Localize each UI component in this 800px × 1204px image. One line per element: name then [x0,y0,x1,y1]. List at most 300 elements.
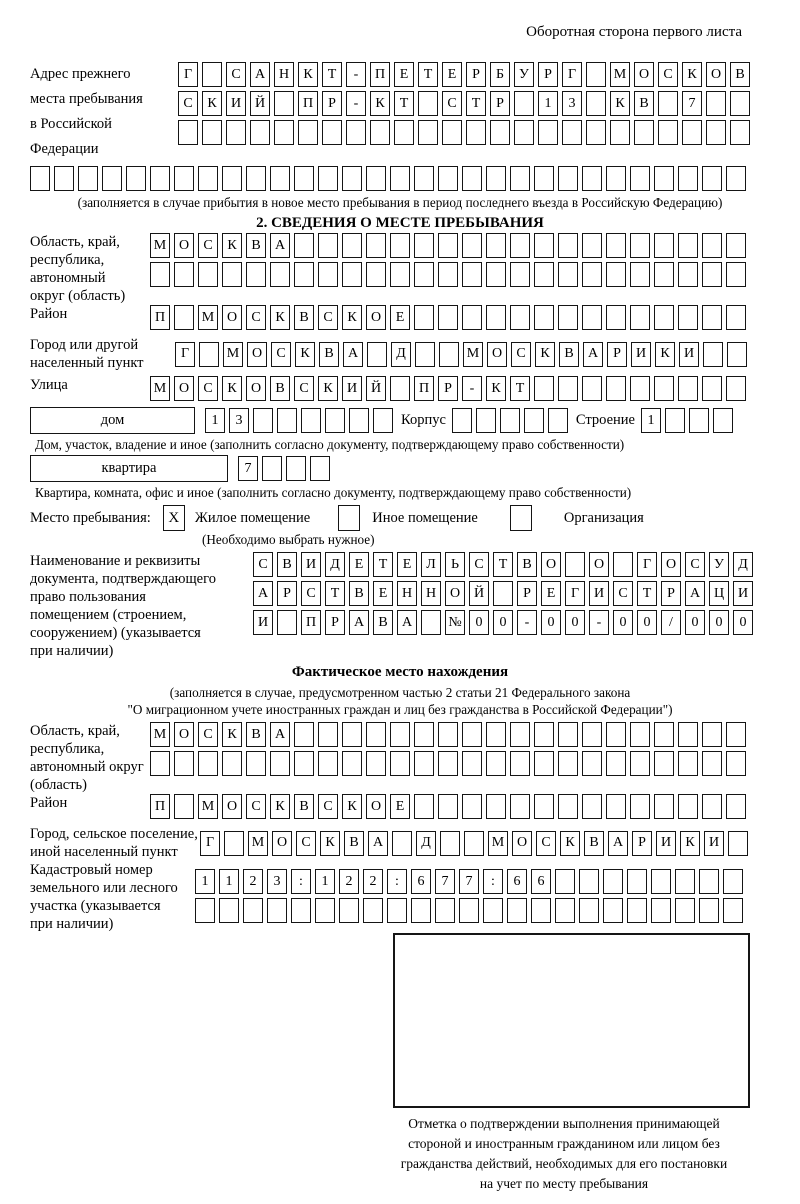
prev-address-note: (заполняется в случае прибытия в новое место пребывания в период последнего въезда в Российскую Федерацию) [77,195,723,210]
char-cell [414,166,434,191]
char-cell [222,166,242,191]
char-cell [654,794,674,819]
char-cell: К [682,62,702,87]
char-cell [150,166,170,191]
char-cell [630,751,650,776]
label-line: при наличии) [30,916,114,932]
char-cell [606,305,626,330]
oblast-row-1 [150,233,746,258]
char-cell [565,552,585,577]
char-cell [582,166,602,191]
char-cell: 1 [641,408,661,433]
char-cell [606,376,626,401]
char-cell [394,120,414,145]
char-cell: 0 [709,610,729,635]
fact-oblast-field [30,722,770,794]
char-cell: К [535,342,555,367]
char-cell: К [486,376,506,401]
char-cell [630,794,650,819]
char-cell: С [318,794,338,819]
label-line: документа, подтверждающего [30,571,216,587]
char-cell [250,120,270,145]
ulitsa-row [150,376,746,401]
char-cell [702,722,722,747]
char-cell [342,751,362,776]
char-cell: М [150,376,170,401]
char-cell [414,233,434,258]
house-note: Дом, участок, владение и иное (заполнить согласно документу, подтверждающему право собственности) [35,437,625,452]
char-cell [713,408,733,433]
char-cell: В [294,305,314,330]
char-cell [726,305,746,330]
char-cell: Т [637,581,657,606]
page-header: Оборотная сторона первого листа [526,24,742,40]
char-cell [438,233,458,258]
char-cell: С [658,62,678,87]
char-cell: С [246,794,266,819]
kadastr-row-1 [195,869,743,894]
char-cell [363,898,383,923]
char-cell: В [294,794,314,819]
label-line: автономный [30,270,106,286]
char-cell [439,342,459,367]
char-cell [298,120,318,145]
char-cell: С [536,831,556,856]
char-cell [558,166,578,191]
char-cell: Г [178,62,198,87]
char-cell [294,751,314,776]
char-cell [630,305,650,330]
char-cell [699,898,719,923]
char-cell [421,610,441,635]
char-cell [634,120,654,145]
char-cell [459,898,479,923]
char-cell: А [397,610,417,635]
label-line: сооружением) (указывается [30,625,201,641]
document-label [30,552,253,660]
char-cell: И [253,610,273,635]
char-cell: 1 [205,408,225,433]
char-cell [603,869,623,894]
char-cell: - [517,610,537,635]
char-cell: М [150,722,170,747]
char-cell: В [730,62,750,87]
char-cell [726,166,746,191]
char-cell [534,233,554,258]
char-cell [366,166,386,191]
char-cell [325,408,345,433]
char-cell [630,166,650,191]
char-cell: К [680,831,700,856]
char-cell: В [270,376,290,401]
char-cell: С [198,233,218,258]
char-cell: В [319,342,339,367]
char-cell [675,869,695,894]
char-cell [414,262,434,287]
document-row-2 [253,581,753,606]
label-line: Наименование и реквизиты [30,553,201,569]
fact-gorod-row [200,831,748,856]
char-cell [510,794,530,819]
char-cell [442,120,462,145]
char-cell: А [608,831,628,856]
prev-address-row-3 [178,120,750,145]
char-cell [486,166,506,191]
char-cell [219,898,239,923]
char-cell: С [296,831,316,856]
char-cell: 7 [435,869,455,894]
char-cell: 0 [469,610,489,635]
char-cell: 0 [613,610,633,635]
house-number-cells [205,408,393,433]
char-cell: Е [541,581,561,606]
char-cell: Т [322,62,342,87]
char-cell [438,166,458,191]
char-cell: В [344,831,364,856]
fact-rayon-label: Район [30,795,68,811]
char-cell [702,233,722,258]
char-cell [534,166,554,191]
label-line: право пользования [30,589,146,605]
char-cell: Е [390,305,410,330]
char-cell: П [301,610,321,635]
fact-rayon-field [30,794,770,819]
char-cell [582,233,602,258]
char-cell [654,233,674,258]
char-cell: О [589,552,609,577]
char-cell [651,898,671,923]
char-cell [726,233,746,258]
stroenie-cells [641,408,733,433]
char-cell [534,376,554,401]
label-line: Адрес прежнего [30,66,131,82]
char-cell [654,166,674,191]
char-cell [346,120,366,145]
char-cell: И [226,91,246,116]
char-cell: № [445,610,465,635]
char-cell: С [301,581,321,606]
apartment-row [30,455,770,482]
char-cell: 2 [339,869,359,894]
char-cell: М [198,794,218,819]
char-cell [675,898,695,923]
char-cell [486,722,506,747]
char-cell: Д [733,552,753,577]
char-cell [342,262,362,287]
char-cell [243,898,263,923]
char-cell: О [222,305,242,330]
char-cell: В [349,581,369,606]
char-cell: Р [277,581,297,606]
char-cell: С [271,342,291,367]
char-cell [224,831,244,856]
fact-note-2: "О миграционном учете иностранных граждан и лиц без гражданства в Российской Федерации") [127,702,673,717]
char-cell [702,305,722,330]
label-line: участка (указывается [30,898,161,914]
char-cell: 2 [243,869,263,894]
char-cell [562,120,582,145]
char-cell: - [462,376,482,401]
char-cell: К [222,376,242,401]
char-cell: М [610,62,630,87]
char-cell [174,305,194,330]
char-cell: Е [349,552,369,577]
fact-oblast-row-1 [150,722,746,747]
char-cell [462,794,482,819]
char-cell [534,305,554,330]
char-cell: Н [274,62,294,87]
char-cell [464,831,484,856]
rayon-label: Район [30,306,68,322]
char-cell: С [198,376,218,401]
stay-type-row [30,505,770,531]
caption-line: Отметка о подтверждении выполнения принимающей [408,1116,720,1131]
char-cell: Д [325,552,345,577]
char-cell: О [706,62,726,87]
char-cell: 1 [219,869,239,894]
char-cell [510,262,530,287]
char-cell [610,120,630,145]
char-cell: Е [394,62,414,87]
char-cell: С [198,722,218,747]
char-cell: К [202,91,222,116]
char-cell [682,120,702,145]
char-cell [418,91,438,116]
section2-title: 2. СВЕДЕНИЯ О МЕСТЕ ПРЕБЫВАНИЯ [256,215,544,231]
char-cell: Т [466,91,486,116]
char-cell [222,262,242,287]
char-cell: Т [510,376,530,401]
char-cell: Г [565,581,585,606]
char-cell: О [445,581,465,606]
label-line: Кадастровый номер [30,862,153,878]
char-cell [728,831,748,856]
document-field [30,552,770,660]
char-cell [414,305,434,330]
char-cell [440,831,460,856]
char-cell [315,898,335,923]
char-cell [726,751,746,776]
gorod-field [30,336,770,372]
char-cell [627,869,647,894]
char-cell [723,898,743,923]
char-cell [318,722,338,747]
char-cell: С [685,552,705,577]
fact-oblast-row-2 [150,751,746,776]
char-cell: 0 [493,610,513,635]
char-cell: / [661,610,681,635]
label-line: автономный округ [30,759,144,775]
label-line: Область, край, [30,234,120,250]
char-cell [476,408,496,433]
char-cell: А [368,831,388,856]
label-line: иной населенный пункт [30,844,178,860]
char-cell [582,262,602,287]
prev-address-row-1 [178,62,750,87]
korpus-cells [452,408,568,433]
char-cell: И [301,552,321,577]
char-cell [462,166,482,191]
char-cell [486,305,506,330]
char-cell [630,262,650,287]
char-cell [630,233,650,258]
char-cell: Й [366,376,386,401]
document-grid [253,552,753,660]
char-cell: И [631,342,651,367]
char-cell [462,262,482,287]
char-cell: Р [325,610,345,635]
char-cell [654,262,674,287]
char-cell [78,166,98,191]
char-cell: Г [637,552,657,577]
char-cell: К [342,305,362,330]
char-cell [294,166,314,191]
char-cell [174,794,194,819]
char-cell [678,794,698,819]
char-cell: Л [421,552,441,577]
stamp-caption [346,1114,782,1194]
char-cell [510,722,530,747]
char-cell: К [370,91,390,116]
char-cell [246,262,266,287]
char-cell [462,233,482,258]
char-cell: К [320,831,340,856]
label-line: при наличии) [30,643,114,659]
char-cell [390,262,410,287]
char-cell: А [343,342,363,367]
char-cell: В [634,91,654,116]
char-cell: А [583,342,603,367]
char-cell [126,166,146,191]
char-cell [202,120,222,145]
char-cell: О [174,376,194,401]
char-cell [226,120,246,145]
kadastr-label [30,861,195,933]
oblast-label [30,233,150,305]
char-cell [349,408,369,433]
char-cell [702,166,722,191]
char-cell [627,898,647,923]
char-cell: У [709,552,729,577]
char-cell [435,898,455,923]
char-cell: Н [397,581,417,606]
char-cell [462,722,482,747]
char-cell: 3 [229,408,249,433]
char-cell [367,342,387,367]
char-cell: Е [390,794,410,819]
char-cell: Е [373,581,393,606]
char-cell [414,751,434,776]
char-cell [373,408,393,433]
char-cell [678,305,698,330]
char-cell: К [610,91,630,116]
char-cell [658,120,678,145]
char-cell: Т [394,91,414,116]
caption-line: стороной и иностранным гражданином или лицом без [408,1136,720,1151]
stay-type-note: (Необходимо выбрать нужное) [202,532,375,547]
char-cell: С [226,62,246,87]
prev-address-field [30,62,770,162]
char-cell [294,233,314,258]
char-cell [582,722,602,747]
char-cell [558,376,578,401]
char-cell [486,262,506,287]
char-cell [270,166,290,191]
char-cell: А [270,722,290,747]
char-cell: 3 [562,91,582,116]
char-cell [262,456,282,481]
char-cell: Р [632,831,652,856]
char-cell [678,751,698,776]
char-cell [387,898,407,923]
label-line: республика, [30,741,105,757]
char-cell: О [366,305,386,330]
apartment-note: Квартира, комната, офис и иное (заполнить согласно документу, подтверждающему право собственности) [35,485,632,500]
char-cell [490,120,510,145]
char-cell [726,262,746,287]
gorod-label [30,336,175,372]
char-cell [510,233,530,258]
char-cell [531,898,551,923]
char-cell [392,831,412,856]
char-cell [500,408,520,433]
char-cell: Р [538,62,558,87]
char-cell: О [487,342,507,367]
char-cell: С [511,342,531,367]
char-cell: И [589,581,609,606]
char-cell [730,120,750,145]
char-cell [366,722,386,747]
char-cell: Е [397,552,417,577]
label-line: земельного или лесного [30,880,178,896]
char-cell [558,722,578,747]
char-cell: 2 [363,869,383,894]
char-cell: 6 [507,869,527,894]
char-cell [606,794,626,819]
char-cell [493,581,513,606]
char-cell [390,751,410,776]
prev-address-label [30,62,178,162]
char-cell [534,722,554,747]
char-cell [342,722,362,747]
char-cell: К [298,62,318,87]
char-cell: В [246,233,266,258]
char-cell [291,898,311,923]
other-premises-label: Иное помещение [372,509,478,526]
char-cell: Р [322,91,342,116]
char-cell: - [346,91,366,116]
char-cell [603,898,623,923]
label-line: республика, [30,252,105,268]
oblast-field [30,233,770,305]
char-cell: П [370,62,390,87]
char-cell [342,233,362,258]
char-cell: С [442,91,462,116]
char-cell [438,262,458,287]
char-cell [582,305,602,330]
residential-label: Жилое помещение [194,509,311,526]
char-cell [510,305,530,330]
char-cell [654,722,674,747]
char-cell: И [656,831,676,856]
char-cell: О [634,62,654,87]
char-cell [606,751,626,776]
label-line: Федерации [30,141,99,157]
fact-title: Фактическое место нахождения [291,664,509,680]
kadastr-row-2 [195,898,743,923]
char-cell: Д [391,342,411,367]
apartment-box-label: квартира [30,455,228,482]
